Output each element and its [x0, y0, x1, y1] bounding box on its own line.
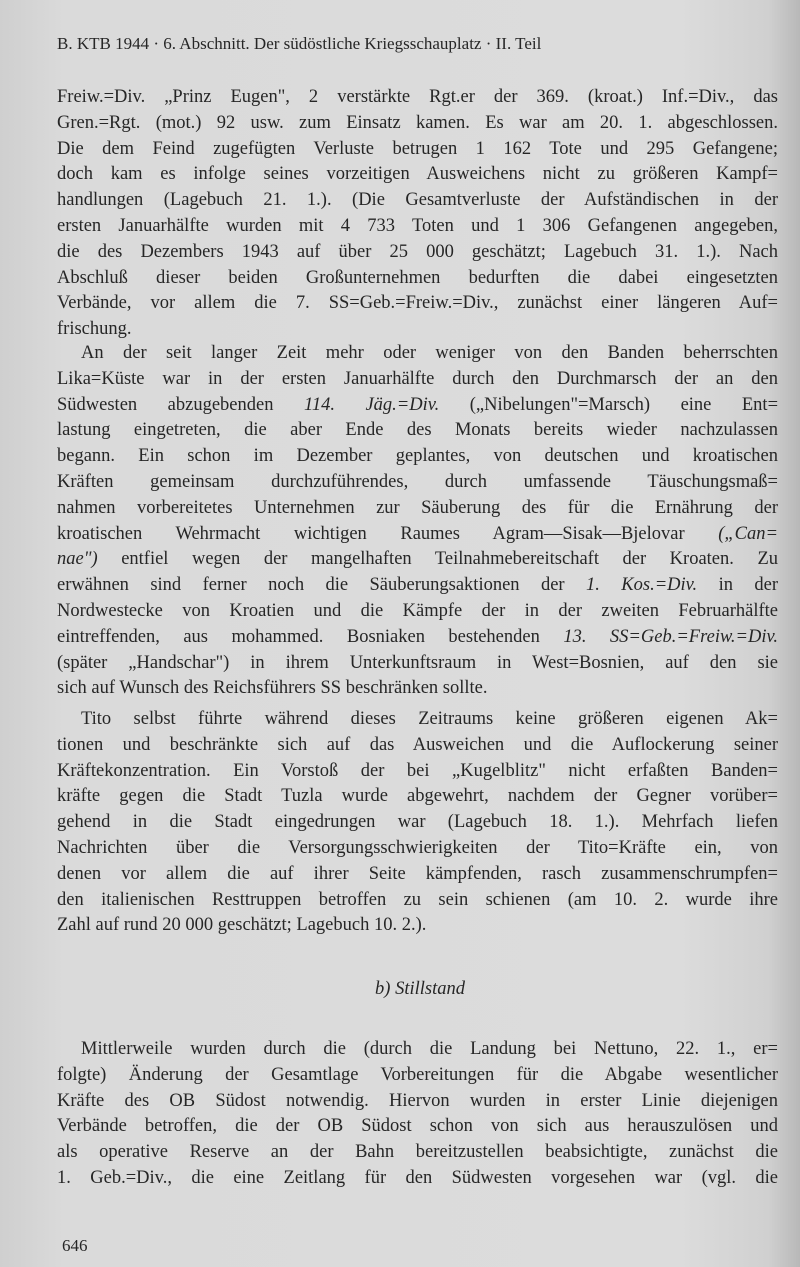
text-line: [57, 862, 778, 888]
text-line: [57, 707, 778, 733]
text-line: [57, 470, 778, 496]
text-segment: folgte) Änderung der Gesamtlage Vorbereitungen für die Abgabe wesentlicher: [57, 1064, 778, 1085]
text-line: [57, 1089, 778, 1115]
text-segment: Verbände, vor allem die 7. SS=Geb.=Freiw.=Div., zunächst einer längeren Auf=: [57, 293, 778, 314]
text-line: [57, 599, 778, 625]
text-segment: nahmen vorbereitetes Unternehmen zur Säuberung des für die Ernährung der: [57, 497, 778, 518]
text-segment: kräfte gegen die Stadt Tuzla wurde abgewehrt, nachdem der Gegner vorüber=: [57, 786, 778, 807]
text-segment: begann. Ein schon im Dezember geplantes, von deutschen und kroatischen: [57, 446, 778, 467]
text-segment: handlungen (Lagebuch 21. 1.). (Die Gesamtverluste der Aufständischen in der: [57, 190, 778, 211]
text-segment: Freiw.=Div. „Prinz Eugen", 2 verstärkte Rgt.er der 369. (kroat.) Inf.=Div., das: [57, 87, 778, 107]
text-line: [57, 85, 778, 111]
text-segment: Die dem Feind zugefügten Verluste betrugen 1 162 Tote und 295 Gefangene;: [57, 138, 778, 159]
text-segment: Kräften gemeinsam durchzuführendes, durch umfassende Täuschungsmaß=: [57, 471, 778, 492]
text-line: [57, 341, 778, 367]
text-segment: die des Dezembers 1943 auf über 25 000 geschätzt; Lagebuch 31. 1.). Nach: [57, 241, 778, 262]
text-line: [57, 291, 778, 317]
text-segment: doch kam es infolge seines vorzeitigen Ausweichens nicht zu größeren Kampf=: [57, 164, 778, 185]
text-segment: entfiel wegen der mangelhaften Teilnahmebereitschaft der Kroaten. Zu: [97, 549, 778, 570]
text-segment: tionen und beschränkte sich auf das Ausweichen und die Auflockerung seiner: [57, 734, 778, 755]
text-segment: Gren.=Rgt. (mot.) 92 usw. zum Einsatz kamen. Es war am 20. 1. abgeschlossen.: [57, 112, 778, 133]
text-segment: („Nibelungen"=Marsch) eine Ent=: [439, 394, 779, 415]
text-line: [57, 162, 778, 188]
text-line: [57, 522, 778, 548]
text-line: [57, 810, 778, 836]
italic-text: („Can=: [718, 523, 778, 544]
text-line: [57, 784, 778, 810]
text-line: [57, 214, 778, 240]
italic-text: 114. Jäg.=Div.: [303, 394, 440, 415]
paragraph-4: [57, 1037, 778, 1192]
text-line: [57, 1140, 778, 1166]
text-segment: frischung.: [57, 319, 132, 340]
text-segment: Nordwestecke von Kroatien und die Kämpfe der in der zweiten Februarhälfte: [57, 600, 778, 621]
text-segment: Kräfte des OB Südost notwendig. Hiervon wurden in erster Linie diejenigen: [57, 1090, 778, 1111]
text-line: [57, 240, 778, 266]
italic-text: nae"): [57, 549, 98, 570]
text-segment: eintreffenden, aus mohammed. Bosniaken bestehenden: [57, 626, 564, 647]
italic-text: 1. Kos.=Div.: [586, 575, 698, 596]
text-segment: 1. Geb.=Div., die eine Zeitlang für den Südwesten vorgesehen war (vgl. die: [57, 1167, 778, 1188]
text-line: [57, 759, 778, 785]
text-segment: (später „Handschar") in ihrem Unterkunftsraum in West=Bosnien, auf den sie: [57, 652, 778, 673]
running-head: B. KTB 1944 · 6. Abschnitt. Der südöstliche Kriegsschauplatz · II. Teil: [57, 34, 542, 53]
text-segment: erwähnen sind ferner noch die Säuberungsaktionen der: [57, 575, 586, 596]
text-segment: An der seit langer Zeit mehr oder weniger von den Banden beherrschten: [81, 343, 778, 363]
text-line: [57, 317, 778, 343]
text-line: [57, 676, 778, 702]
text-segment: den italienischen Resttruppen betroffen zu sein schienen (am 10. 2. wurde ihre: [57, 889, 778, 910]
text-line: [57, 1114, 778, 1140]
text-line: [57, 111, 778, 137]
text-line: [57, 188, 778, 214]
text-line: [57, 573, 778, 599]
text-segment: Lika=Küste war in der ersten Januarhälfte durch den Durchmarsch der an den: [57, 368, 778, 389]
paragraph-2: [57, 341, 778, 702]
text-segment: sich auf Wunsch des Reichsführers SS beschränken sollte.: [57, 678, 488, 699]
text-line: [57, 266, 778, 292]
text-segment: Verbände betroffen, die der OB Südost schon von sich aus herauszulösen und: [57, 1116, 778, 1137]
text-line: [57, 393, 778, 419]
italic-text: 13. SS=Geb.=Freiw.=Div.: [563, 626, 779, 647]
text-segment: Nachrichten über die Versorgungsschwierigkeiten der Tito=Kräfte ein, von: [57, 837, 778, 858]
text-line: [57, 418, 778, 444]
text-segment: lastung eingetreten, die aber Ende des Monats bereits wieder nachzulassen: [57, 420, 778, 441]
text-line: [57, 137, 778, 163]
text-segment: Abschluß dieser beiden Großunternehmen bedurften die dabei eingesetzten: [57, 267, 778, 288]
text-line: [57, 888, 778, 914]
text-line: [57, 1063, 778, 1089]
text-segment: gehend in die Stadt eingedrungen war (Lagebuch 18. 1.). Mehrfach liefen: [57, 812, 778, 833]
paragraph-3: [57, 707, 778, 939]
text-segment: ersten Januarhälfte wurden mit 4 733 Toten und 1 306 Gefangenen angegeben,: [57, 215, 778, 236]
text-segment: als operative Reserve an der Bahn bereitzustellen beabsichtigte, zunächst die: [57, 1142, 778, 1163]
text-line: [57, 1037, 778, 1063]
text-segment: denen vor allem die auf ihrer Seite kämpfenden, rasch zusammenschrumpfen=: [57, 863, 778, 884]
paragraph-1: [57, 85, 778, 343]
text-line: [57, 444, 778, 470]
text-line: [57, 367, 778, 393]
text-line: [57, 1166, 778, 1192]
text-segment: in der: [697, 575, 778, 596]
text-line: [57, 733, 778, 759]
text-segment: Tito selbst führte während dieses Zeitraums keine größeren eigenen Ak=: [81, 709, 778, 729]
text-line: [57, 547, 778, 573]
text-segment: Zahl auf rund 20 000 geschätzt; Lagebuch 10. 2.).: [57, 915, 427, 936]
text-segment: Kräftekonzentration. Ein Vorstoß der bei „Kugelblitz" nicht erfaßten Banden=: [57, 760, 778, 781]
text-line: [57, 625, 778, 651]
text-line: [57, 651, 778, 677]
text-line: [57, 913, 778, 939]
section-heading: b) Stillstand: [375, 979, 465, 999]
page-number: 646: [62, 1236, 88, 1255]
text-line: [57, 496, 778, 522]
text-segment: kroatischen Wehrmacht wichtigen Raumes Agram—Sisak—Bjelovar: [57, 523, 719, 544]
text-line: [57, 836, 778, 862]
text-segment: Mittlerweile wurden durch die (durch die Landung bei Nettuno, 22. 1., er=: [81, 1039, 778, 1059]
text-segment: Südwesten abzugebenden: [57, 394, 304, 415]
